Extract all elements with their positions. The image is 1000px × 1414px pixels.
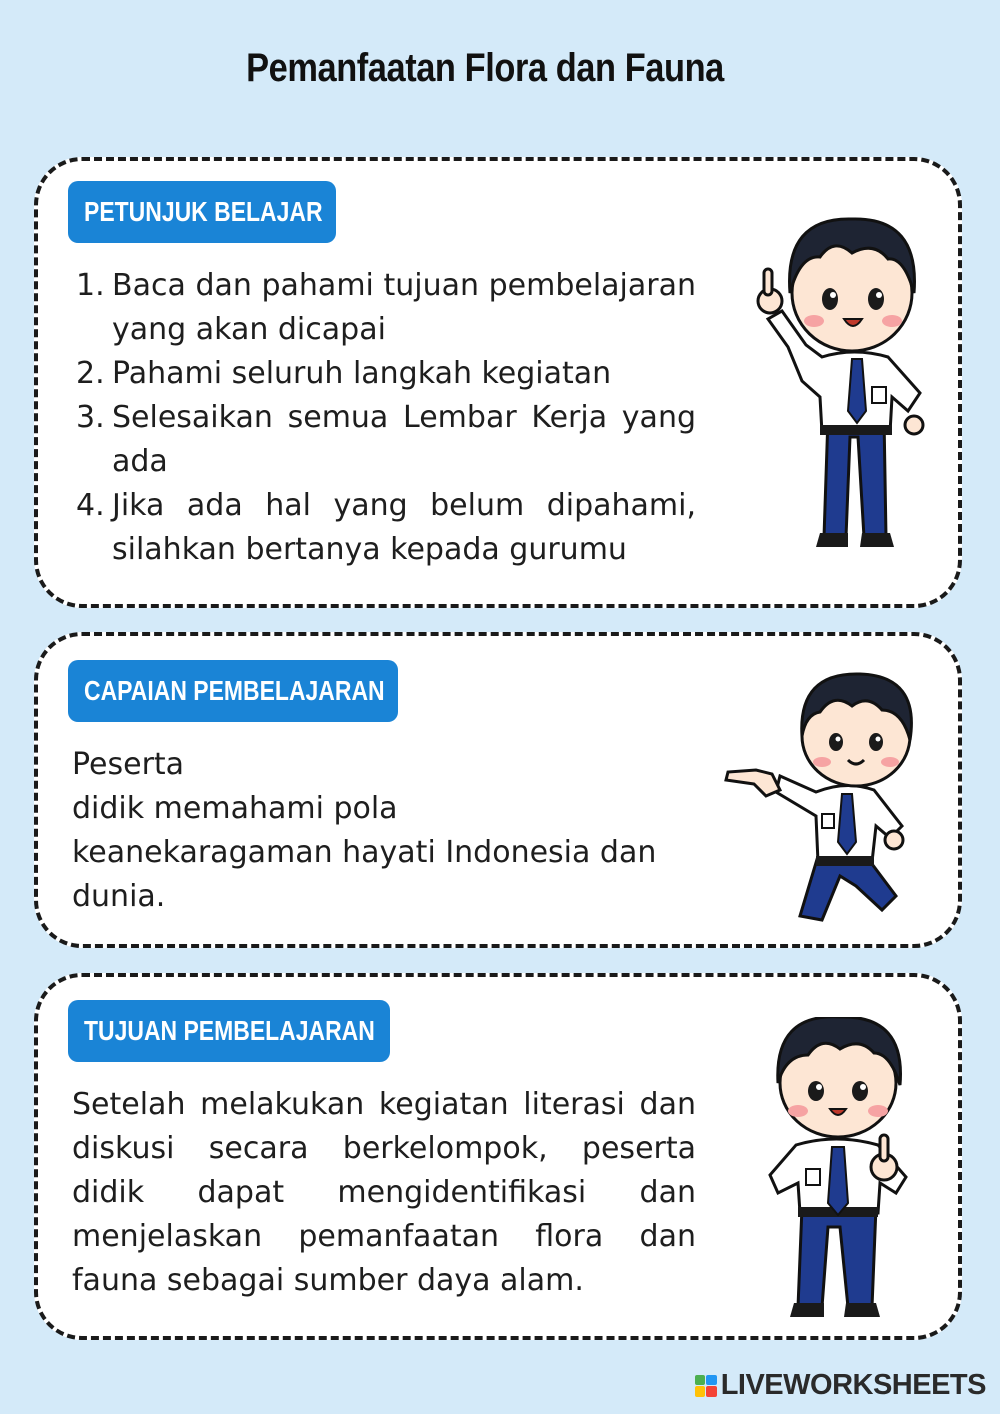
student-pointing-up-illustration: [724, 197, 948, 553]
item-text: Jika ada hal yang belum dipahami, silahkan bertanya kepada gurumu: [112, 488, 696, 567]
page-title: Pemanfaatan Flora dan Fauna: [246, 46, 724, 90]
section-heading-badge: [68, 1000, 390, 1062]
item-text: Selesaikan semua Lembar Kerja yang ada: [112, 400, 696, 479]
student-pointing-side-illustration: [706, 666, 976, 928]
instructions-list: [76, 264, 696, 572]
text-line: dunia.: [72, 879, 166, 914]
item-number: 3.: [76, 400, 105, 435]
text-line: Peserta: [72, 747, 185, 782]
section-heading-badge: [68, 660, 398, 722]
student-thinking-illustration: [756, 1017, 926, 1321]
section-heading-badge: [68, 181, 336, 243]
section-heading: PETUNJUK BELAJAR: [84, 196, 323, 227]
item-number: 4.: [76, 488, 105, 523]
section-heading: CAPAIAN PEMBELAJARAN: [84, 675, 385, 706]
item-text: Baca dan pahami tujuan pembelajaran yang akan dicapai: [112, 268, 696, 347]
item-number: 2.: [76, 356, 105, 391]
instructions-card: [34, 157, 962, 608]
learning-objectives-text: Setelah melakukan kegiatan literasi dan diskusi secara berkelompok, peserta didik dapat mengidentifikasi dan menjelaskan pemanfaatan flora dan fauna sebagai sumber daya alam.: [72, 1087, 696, 1298]
learning-outcomes-text: [72, 743, 702, 919]
list-item: [76, 484, 696, 572]
instructions-list-container: [76, 264, 696, 572]
liveworksheets-logo-icon: [695, 1375, 717, 1397]
item-number: 1.: [76, 268, 105, 303]
learning-objectives-card: [34, 973, 962, 1340]
text-line: keanekaragaman hayati Indonesia dan: [72, 835, 657, 870]
item-text: Pahami seluruh langkah kegiatan: [112, 356, 612, 391]
list-item: [76, 264, 696, 352]
list-item: [76, 396, 696, 484]
learning-outcomes-card: [34, 632, 962, 948]
liveworksheets-watermark: [695, 1369, 986, 1402]
section-heading: TUJUAN PEMBELAJARAN: [84, 1015, 375, 1046]
brand-name: LIVEWORKSHEETS: [720, 1369, 986, 1401]
list-item: [76, 352, 696, 396]
text-line: didik memahami pola: [72, 791, 398, 826]
